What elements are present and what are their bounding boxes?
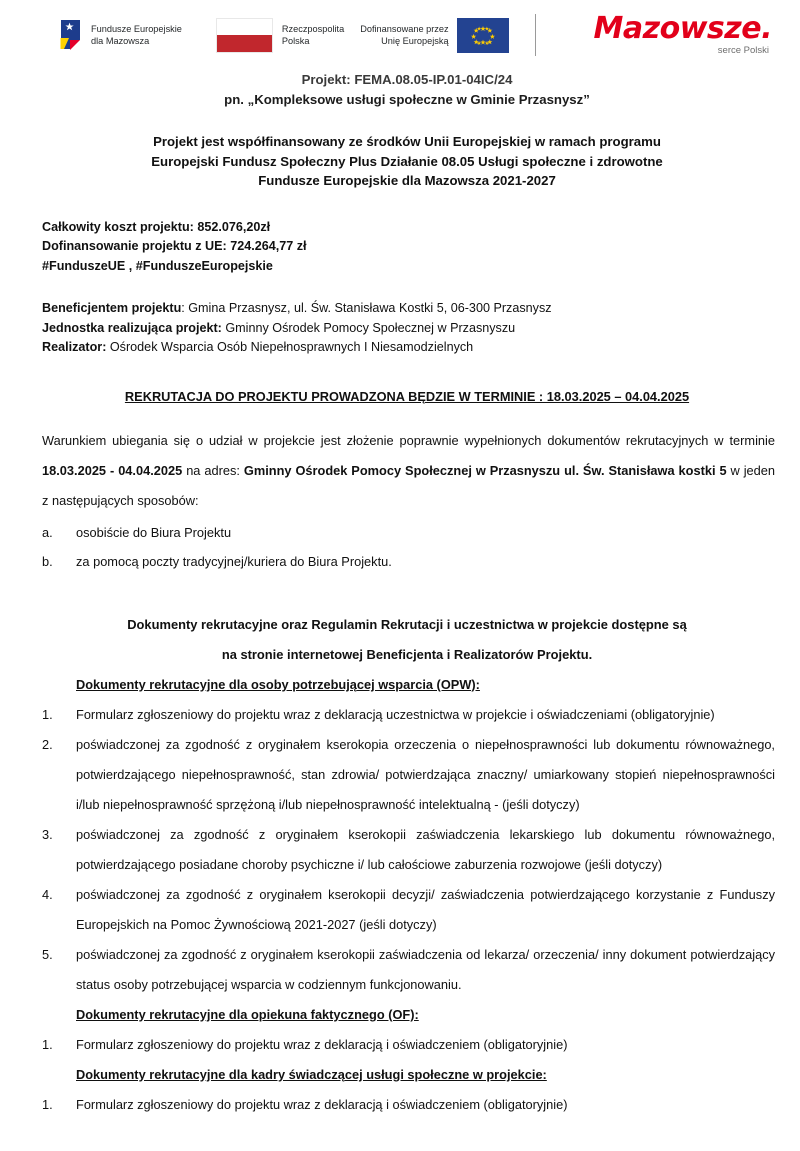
list-item: za pomocą poczty tradycyjnej/kuriera do Biura Projektu. xyxy=(76,553,392,569)
recruitment-paragraph xyxy=(38,426,776,516)
logo-dofinansowane-przez-ue xyxy=(360,18,508,53)
documents-list-staff xyxy=(38,1090,776,1120)
logo-fe-line1: Fundusze Europejskie xyxy=(91,23,182,34)
fundusze-europejskie-flag-icon xyxy=(58,18,84,52)
implementing-unit-row xyxy=(42,319,776,339)
submission-methods-list xyxy=(38,518,776,576)
documents-list-of xyxy=(38,1030,776,1060)
documents-availability-line-1: Dokumenty rekrutacyjne oraz Regulamin Rekrutacji i uczestnictwa w projekcie dostępne są xyxy=(127,616,687,632)
logo-divider xyxy=(535,14,536,56)
documents-availability-line-2: na stronie internetowej Beneficjenta i Realizatorów Projektu. xyxy=(221,646,593,662)
documents-list-opw xyxy=(38,700,776,1000)
document-content xyxy=(0,70,800,1130)
recruitment-dates: 18.03.2025 - 04.04.2025 xyxy=(42,462,183,478)
eu-funding-amount: Dofinansowanie projektu z UE: 724.264,77 zł xyxy=(42,239,307,253)
logo-mazowsze xyxy=(593,10,778,57)
list-item: Formularz zgłoszeniowy do projektu wraz z deklaracją i oświadczeniem (obligatoryjnie) xyxy=(76,1096,568,1112)
list-item: osobiście do Biura Projektu xyxy=(76,524,232,540)
recruitment-period-heading: REKRUTACJA DO PROJEKTU PROWADZONA BĘDZIE W TERMINIE : 18.03.2025 – 04.04.2025 xyxy=(124,388,690,404)
logo-ue-line1: Dofinansowane przez xyxy=(360,23,449,34)
list-item: poświadczonej za zgodność z oryginałem kserokopii decyzji/ zaświadczenia potwierdzającego korzystanie z Funduszy Europejskich na Pomoc Żywnościową 2021-2027 (jeśli dotyczy) xyxy=(76,886,775,932)
documents-availability xyxy=(38,610,776,670)
poland-flag-icon xyxy=(216,18,273,53)
entities-block xyxy=(38,299,776,358)
logo-ue-line2: Unię Europejską xyxy=(381,36,449,46)
project-number: Projekt: FEMA.08.05-IP.01-04IC/24 xyxy=(301,72,513,87)
section-heading-of: Dokumenty rekrutacyjne dla opiekuna faktycznego (OF): xyxy=(76,1006,419,1022)
cofinancing-statement xyxy=(38,132,776,191)
beneficiary-value: : Gmina Przasnysz, ul. Św. Stanisława Kostki 5, 06-300 Przasnysz xyxy=(181,301,552,315)
operator-value: Ośrodek Wsparcia Osób Niepełnosprawnych I Niesamodzielnych xyxy=(106,340,474,355)
logo-rzeczpospolita-polska xyxy=(216,18,344,53)
beneficiary-row xyxy=(42,299,776,319)
project-name: pn. „Kompleksowe usługi społeczne w Gminie Przasnysz” xyxy=(224,91,590,107)
list-item: poświadczonej za zgodność z oryginałem kserokopii zaświadczenia od lekarza/ orzeczenia/ inny dokument potwierdzający status osoby potrzebującej wsparcia w codziennym funkcjonowaniu. xyxy=(76,946,775,992)
logo-fundusze-europejskie xyxy=(58,18,182,52)
list-item: poświadczonej za zgodność z oryginałem kserokopia orzeczenia o niepełnosprawności lub dokumentu równoważnego, potwierdzającego niepełnosprawność, stan zdrowia/ potwierdzająca znaczny/ umiarkowany stopień niepełnosprawności i/lub niepełnosprawność sprzężoną i/lub niepełnosprawność intelektualną - (jeśli dotyczy) xyxy=(76,736,775,812)
implementing-unit-value: Gminny Ośrodek Pomocy Społecznej w Przasnyszu xyxy=(221,320,516,335)
mazowsze-wordmark: Mazowsze. xyxy=(593,10,772,46)
project-cost-block xyxy=(38,218,776,277)
recruitment-para-part1: Warunkiem ubiegania się o udział w projekcie jest złożenie poprawnie wypełnionych dokumentów rekrutacyjnych w terminie xyxy=(42,432,775,448)
operator-label: Realizator: xyxy=(42,340,107,355)
logo-ue-text xyxy=(360,23,448,47)
recruitment-para-part3: w jeden z następujących sposobów: xyxy=(42,462,776,508)
operator-row xyxy=(42,338,776,358)
logo-fundusze-europejskie-text xyxy=(91,23,182,47)
logo-rp-line1: Rzeczpospolita xyxy=(281,23,345,34)
european-union-flag-icon xyxy=(457,18,509,53)
recruitment-address: Gminny Ośrodek Pomocy Społecznej w Przasnyszu ul. Św. Stanisława kostki 5 xyxy=(243,462,727,478)
cofinancing-line-1: Projekt jest współfinansowany ze środków Unii Europejskiej w ramach programu xyxy=(153,134,661,149)
list-item: Formularz zgłoszeniowy do projektu wraz z deklaracją uczestnictwa w projekcie i oświadczeniami (obligatoryjnie) xyxy=(76,706,715,722)
section-heading-opw: Dokumenty rekrutacyjne dla osoby potrzebującej wsparcia (OPW): xyxy=(76,676,480,692)
recruitment-para-part2: na adres: xyxy=(182,462,244,478)
logo-rp-line2: Polska xyxy=(281,36,310,46)
eu-funding-logo-bar xyxy=(0,0,800,70)
total-cost: Całkowity koszt projektu: 852.076,20zł xyxy=(42,219,271,234)
list-item: Formularz zgłoszeniowy do projektu wraz z deklaracją i oświadczeniem (obligatoryjnie) xyxy=(76,1036,568,1052)
section-heading-staff: Dokumenty rekrutacyjne dla kadry świadczącej usługi społeczne w projekcie: xyxy=(76,1066,547,1082)
logo-rzeczpospolita-text xyxy=(282,23,344,47)
beneficiary-label: Beneficjentem projektu xyxy=(42,301,182,315)
hashtags: #FunduszeUE , #FunduszeEuropejskie xyxy=(42,258,273,273)
list-item: poświadczonej za zgodność z oryginałem kserokopii zaświadczenia lekarskiego lub dokumentu równoważnego, potwierdzającego posiadane choroby psychiczne i/ lub całościowe zaburzenia rozwojowe (jeśli dotyczy) xyxy=(76,826,775,872)
mazowsze-tagline: serce Polski xyxy=(717,44,769,56)
logo-fe-line2: dla Mazowsza xyxy=(91,36,150,46)
implementing-unit-label: Jednostka realizująca projekt: xyxy=(42,320,222,335)
cofinancing-line-2: Europejski Fundusz Społeczny Plus Działanie 08.05 Usługi społeczne i zdrowotne xyxy=(151,153,663,169)
project-title xyxy=(38,70,776,109)
cofinancing-line-3: Fundusze Europejskie dla Mazowsza 2021-2027 xyxy=(258,173,556,188)
